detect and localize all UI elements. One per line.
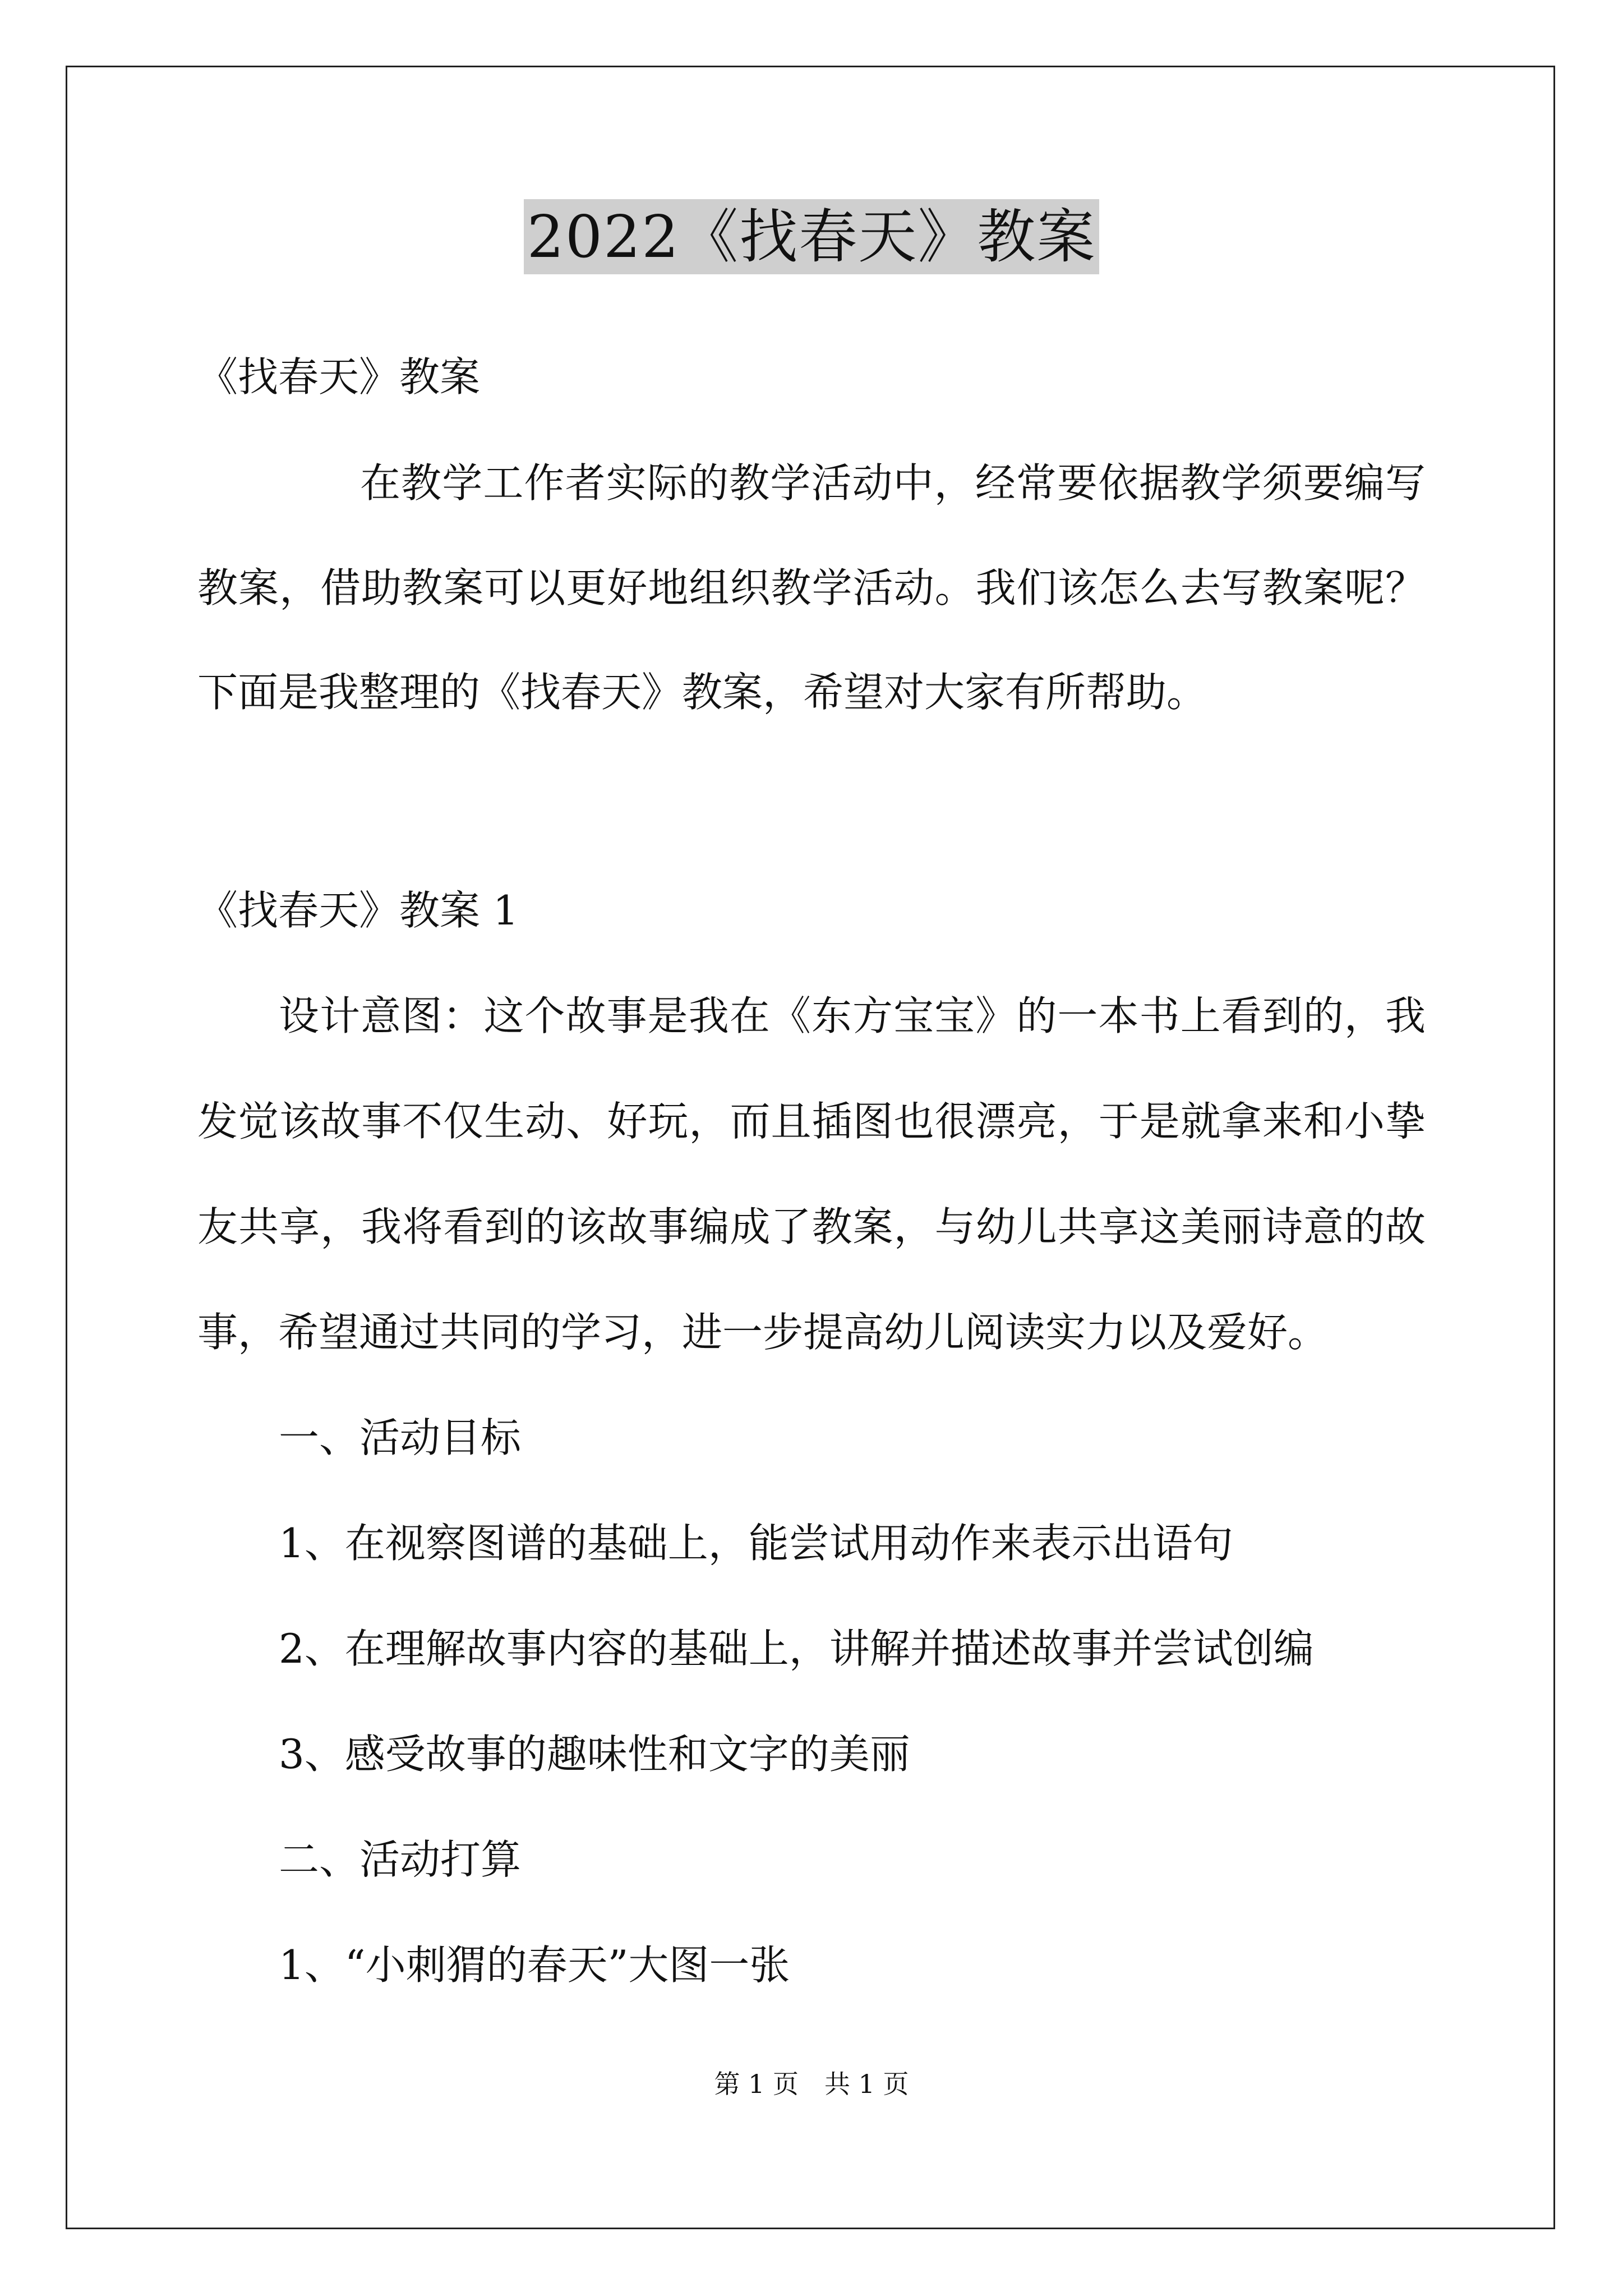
design-line-4: 事，希望通过共同的学习，进一步提高幼儿阅读实力以及爱好。	[197, 1309, 1329, 1356]
goal-item-2: 2、在理解故事内容的基础上，讲解并描述故事并尝试创编	[279, 1625, 1314, 1672]
design-line-3: 友共享，我将看到的该故事编成了教案，与幼儿共享这美丽诗意的故	[197, 1203, 1426, 1250]
prep-item-1: 1、“小刺猬的春天”大图一张	[279, 1941, 790, 1989]
design-line-1: 设计意图：这个故事是我在《东方宝宝》的一本书上看到的，我	[279, 992, 1426, 1039]
document-title: 2022《找春天》教案	[524, 199, 1100, 274]
subtitle: 《找春天》教案	[197, 353, 481, 401]
intro-line-2: 教案，借助教案可以更好地组织教学活动。我们该怎么去写教案呢？	[197, 564, 1426, 611]
title-container	[0, 199, 1623, 274]
goal-item-1: 1、在视察图谱的基础上，能尝试用动作来表示出语句	[279, 1520, 1233, 1567]
intro-line-3: 下面是我整理的《找春天》教案，希望对大家有所帮助。	[197, 669, 1207, 716]
intro-line-1: 在教学工作者实际的教学活动中，经常要依据教学须要编写	[360, 459, 1426, 507]
goal-item-3: 3、感受故事的趣味性和文字的美丽	[279, 1731, 910, 1778]
page-number-footer: 第 1 页 共 1 页	[714, 2069, 909, 2099]
section-title: 《找春天》教案 1	[197, 887, 519, 934]
goals-heading: 一、活动目标	[279, 1414, 522, 1461]
prep-heading: 二、活动打算	[279, 1836, 522, 1883]
design-line-2: 发觉该故事不仅生动、好玩，而且插图也很漂亮，于是就拿来和小挚	[197, 1098, 1426, 1145]
